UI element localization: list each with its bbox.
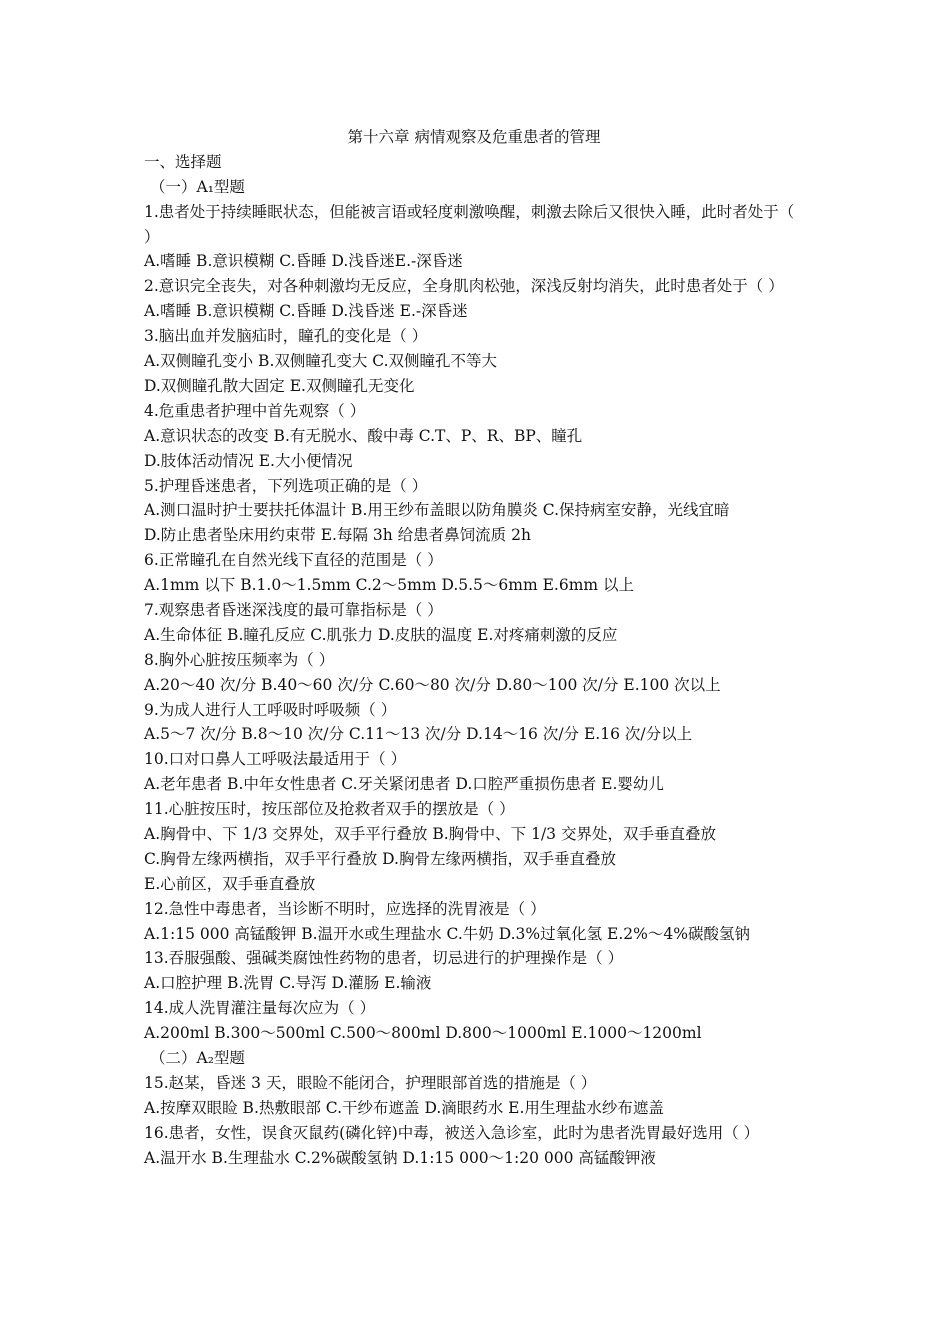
question-text: 6.正常瞳孔在自然光线下直径的范围是（ ）	[144, 551, 443, 570]
section-heading: 一、选择题	[144, 152, 222, 171]
question-text: 11.心脏按压时，按压部位及抢救者双手的摆放是（ ）	[144, 800, 515, 819]
document-body	[144, 125, 804, 1170]
answer-options: A.胸骨中、下 1/3 交界处，双手平行叠放 B.胸骨中、下 1/3 交界处，双手垂直叠放	[144, 824, 716, 843]
answer-options: E.心前区，双手垂直叠放	[144, 874, 316, 893]
answer-options: A.老年患者 B.中年女性患者 C.牙关紧闭患者 D.口腔严重损伤患者 E.婴幼儿	[144, 775, 664, 794]
answer-options: A.测口温时护士要扶托体温计 B.用王纱布盖眼以防角膜炎 C.保持病室安静，光线宜暗	[144, 501, 730, 520]
answer-options: A.20～40 次/分 B.40～60 次/分 C.60～80 次/分 D.80～100 次/分 E.100 次以上	[144, 675, 721, 694]
question-text: 15.赵某，昏迷 3 天，眼睑不能闭合，护理眼部首选的措施是（ ）	[144, 1073, 597, 1092]
answer-options: D.双侧瞳孔散大固定 E.双侧瞳孔无变化	[144, 376, 415, 395]
question-text: 16.患者，女性，误食灭鼠药(磷化锌)中毒，被送入急诊室，此时为患者洗胃最好选用（ ）	[144, 1123, 760, 1142]
answer-options: A.意识状态的改变 B.有无脱水、酸中毒 C.T、P、R、BP、瞳孔	[144, 426, 583, 445]
answer-options: A.1mm 以下 B.1.0～1.5mm C.2～5mm D.5.5～6mm E.6mm 以上	[144, 576, 635, 595]
question-text: 7.观察患者昏迷深浅度的最可靠指标是（ ）	[144, 600, 443, 619]
question-text: 4.危重患者护理中首先观察（ ）	[144, 401, 366, 420]
answer-options: A.1:15 000 高锰酸钾 B.温开水或生理盐水 C.牛奶 D.3%过氧化氢 E.2%～4%碳酸氢钠	[144, 924, 750, 943]
answer-options: A.双侧瞳孔变小 B.双侧瞳孔变大 C.双侧瞳孔不等大	[144, 352, 498, 371]
answer-options: A.嗜睡 B.意识模糊 C.昏睡 D.浅昏迷 E.-深昏迷	[144, 302, 468, 321]
question-text: 1.患者处于持续睡眠状态，但能被言语或轻度刺激唤醒，刺激去除后又很快入睡，此时者处于（ ）	[144, 202, 795, 246]
question-text: 9.为成人进行人工呼吸时呼吸频（ ）	[144, 700, 397, 719]
answer-options: D.肢体活动情况 E.大小便情况	[144, 451, 353, 470]
question-text: 10.口对口鼻人工呼吸法最适用于（ ）	[144, 750, 407, 769]
question-text: 13.吞服强酸、强碱类腐蚀性药物的患者，切忌进行的护理操作是（ ）	[144, 949, 624, 968]
question-text: 2.意识完全丧失，对各种刺激均无反应，全身肌肉松弛，深浅反射均消失，此时患者处于（ ）	[144, 277, 784, 296]
question-text: 5.护理昏迷患者，下列选项正确的是（ ）	[144, 476, 428, 495]
question-text: 3.脑出血并发脑疝时，瞳孔的变化是（ ）	[144, 327, 428, 346]
subsection-heading: （一）A₁型题	[150, 177, 245, 196]
question-text: 8.胸外心脏按压频率为（ ）	[144, 650, 335, 669]
answer-options: A.温开水 B.生理盐水 C.2%碳酸氢钠 D.1:15 000～1:20 000 高锰酸钾液	[144, 1148, 656, 1167]
answer-options: C.胸骨左缘两横指，双手平行叠放 D.胸骨左缘两横指，双手垂直叠放	[144, 849, 616, 868]
answer-options: A.嗜睡 B.意识模糊 C.昏睡 D.浅昏迷E.-深昏迷	[144, 252, 463, 271]
answer-options: A.生命体征 B.瞳孔反应 C.肌张力 D.皮肤的温度 E.对疼痛刺激的反应	[144, 625, 618, 644]
answer-options: A.按摩双眼睑 B.热敷眼部 C.干纱布遮盖 D.滴眼药水 E.用生理盐水纱布遮盖	[144, 1098, 664, 1117]
answer-options: A.5～7 次/分 B.8～10 次/分 C.11～13 次/分 D.14～16 次/分 E.16 次/分以上	[144, 725, 693, 744]
document-title: 第十六章 病情观察及危重患者的管理	[347, 128, 601, 146]
answer-options: A.200ml B.300～500ml C.500～800ml D.800～1000ml E.1000～1200ml	[144, 1024, 702, 1043]
answer-options: A.口腔护理 B.洗胃 C.导泻 D.灌肠 E.输液	[144, 974, 432, 993]
subsection-heading: （二）A₂型题	[150, 1048, 245, 1067]
question-text: 14.成人洗胃灌注量每次应为（ ）	[144, 999, 376, 1018]
question-text: 12.急性中毒患者，当诊断不明时，应选择的洗胃液是（ ）	[144, 899, 546, 918]
answer-options: D.防止患者坠床用约束带 E.每隔 3h 给患者鼻饲流质 2h	[144, 526, 531, 545]
